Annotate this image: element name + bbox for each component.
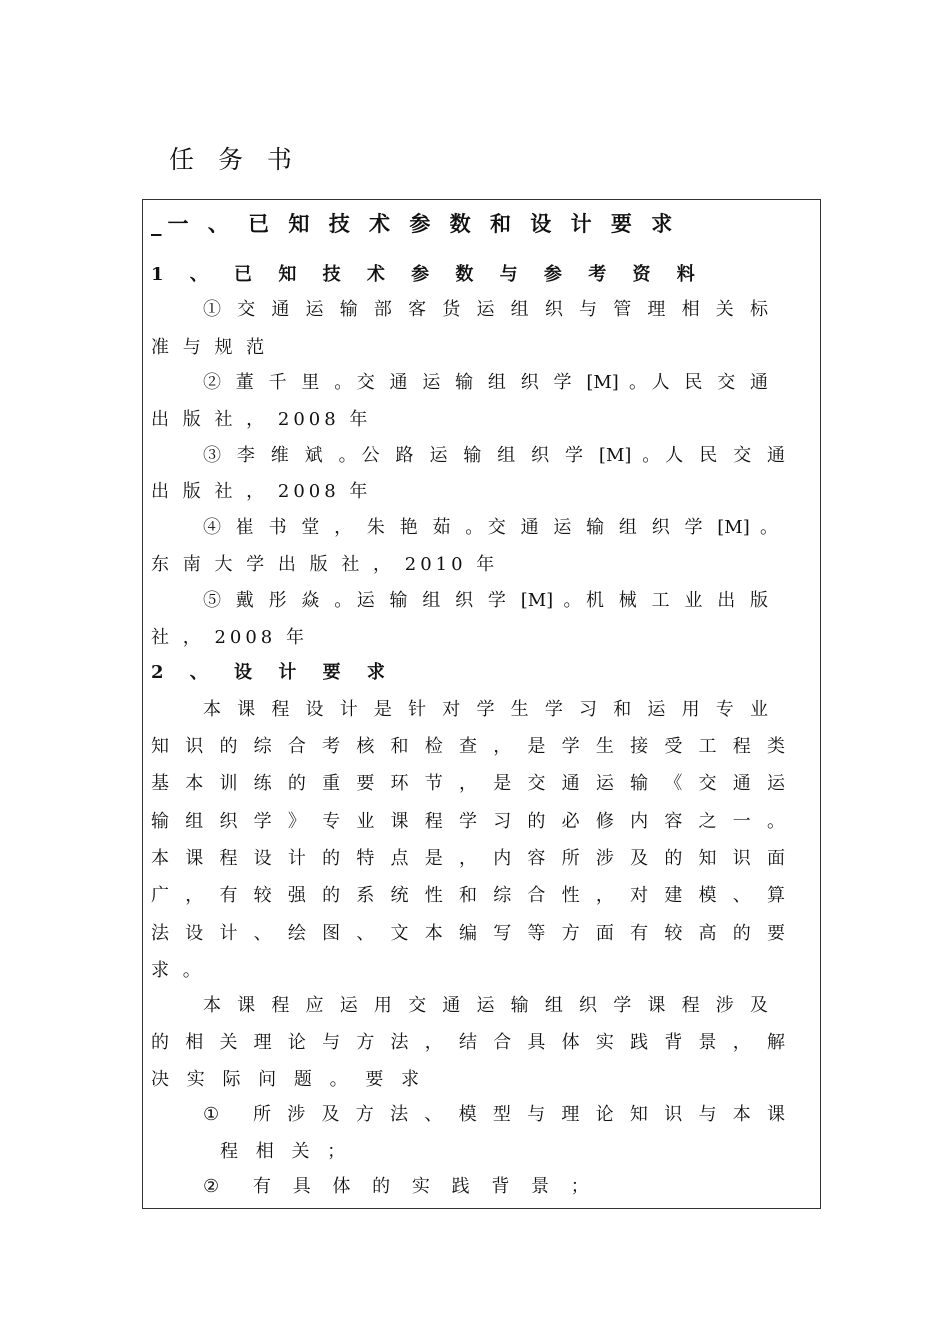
paragraph-1-line-2: 知 识 的 综 合 考 核 和 检 查 ， 是 学 生 接 受 工 程 类	[151, 736, 785, 757]
requirement-1-marker: ①	[203, 1104, 220, 1125]
reference-1-line-2: 准 与 规 范	[151, 337, 269, 358]
reference-2-line-2: 出 版 社 ， 2008 年	[151, 409, 372, 430]
paragraph-1-line-3: 基 本 训 练 的 重 要 环 节 ， 是 交 通 运 输 《 交 通 运	[151, 773, 785, 794]
paragraph-1-line-6: 广 ， 有 较 强 的 系 统 性 和 综 合 性 ， 对 建 模 、 算	[151, 885, 785, 906]
reference-2-line-1: ② 董 千 里 。交 通 运 输 组 织 学 [M] 。人 民 交 通	[203, 372, 768, 393]
paragraph-2-line-3: 决 实 际 问 题 。 要 求	[151, 1069, 426, 1090]
reference-1-line-1: ① 交 通 运 输 部 客 货 运 组 织 与 管 理 相 关 标	[203, 299, 768, 320]
requirement-2-marker: ②	[203, 1176, 220, 1197]
reference-5-line-2: 社 ， 2008 年	[151, 627, 308, 648]
paragraph-2-line-2: 的 相 关 理 论 与 方 法 ， 结 合 具 体 实 践 背 景 ， 解	[151, 1032, 785, 1053]
reference-5-line-1: ⑤ 戴 彤 焱 。运 输 组 织 学 [M] 。机 械 工 业 出 版	[203, 590, 768, 611]
requirement-1-line-2: 程 相 关 ；	[220, 1141, 352, 1162]
paragraph-2-line-1: 本 课 程 应 运 用 交 通 运 输 组 织 学 课 程 涉 及	[203, 995, 768, 1016]
section-heading: _一 、 已 知 技 术 参 数 和 设 计 要 求	[151, 211, 679, 236]
reference-4-line-2: 东 南 大 学 出 版 社 ， 2010 年	[151, 554, 499, 575]
paragraph-1-line-1: 本 课 程 设 计 是 针 对 学 生 学 习 和 运 用 专 业	[203, 699, 768, 720]
page-title: 任 务 书	[169, 145, 300, 174]
reference-3-line-2: 出 版 社 ， 2008 年	[151, 481, 372, 502]
sub-heading-references: 1 、 已 知 技 术 参 数 与 参 考 资 料	[151, 264, 705, 285]
reference-3-line-1: ③ 李 维 斌 。公 路 运 输 组 织 学 [M] 。人 民 交 通	[203, 445, 785, 466]
paragraph-1-line-7: 法 设 计 、 绘 图 、 文 本 编 写 等 方 面 有 较 高 的 要	[151, 923, 785, 944]
requirement-2-line-1: 有 具 体 的 实 践 背 景 ；	[253, 1176, 597, 1197]
sub-heading-requirements: 2 、 设 计 要 求	[151, 662, 395, 683]
paragraph-1-line-5: 本 课 程 设 计 的 特 点 是 ， 内 容 所 涉 及 的 知 识 面	[151, 848, 785, 869]
paragraph-1-line-4: 输 组 织 学 》 专 业 课 程 学 习 的 必 修 内 容 之 一 。	[151, 811, 785, 832]
reference-4-line-1: ④ 崔 书 堂 ， 朱 艳 茹 。交 通 运 输 组 织 学 [M] 。	[203, 517, 778, 538]
paragraph-1-line-8: 求 。	[151, 960, 205, 981]
requirement-1-line-1: 所 涉 及 方 法 、 模 型 与 理 论 知 识 与 本 课	[253, 1104, 785, 1125]
